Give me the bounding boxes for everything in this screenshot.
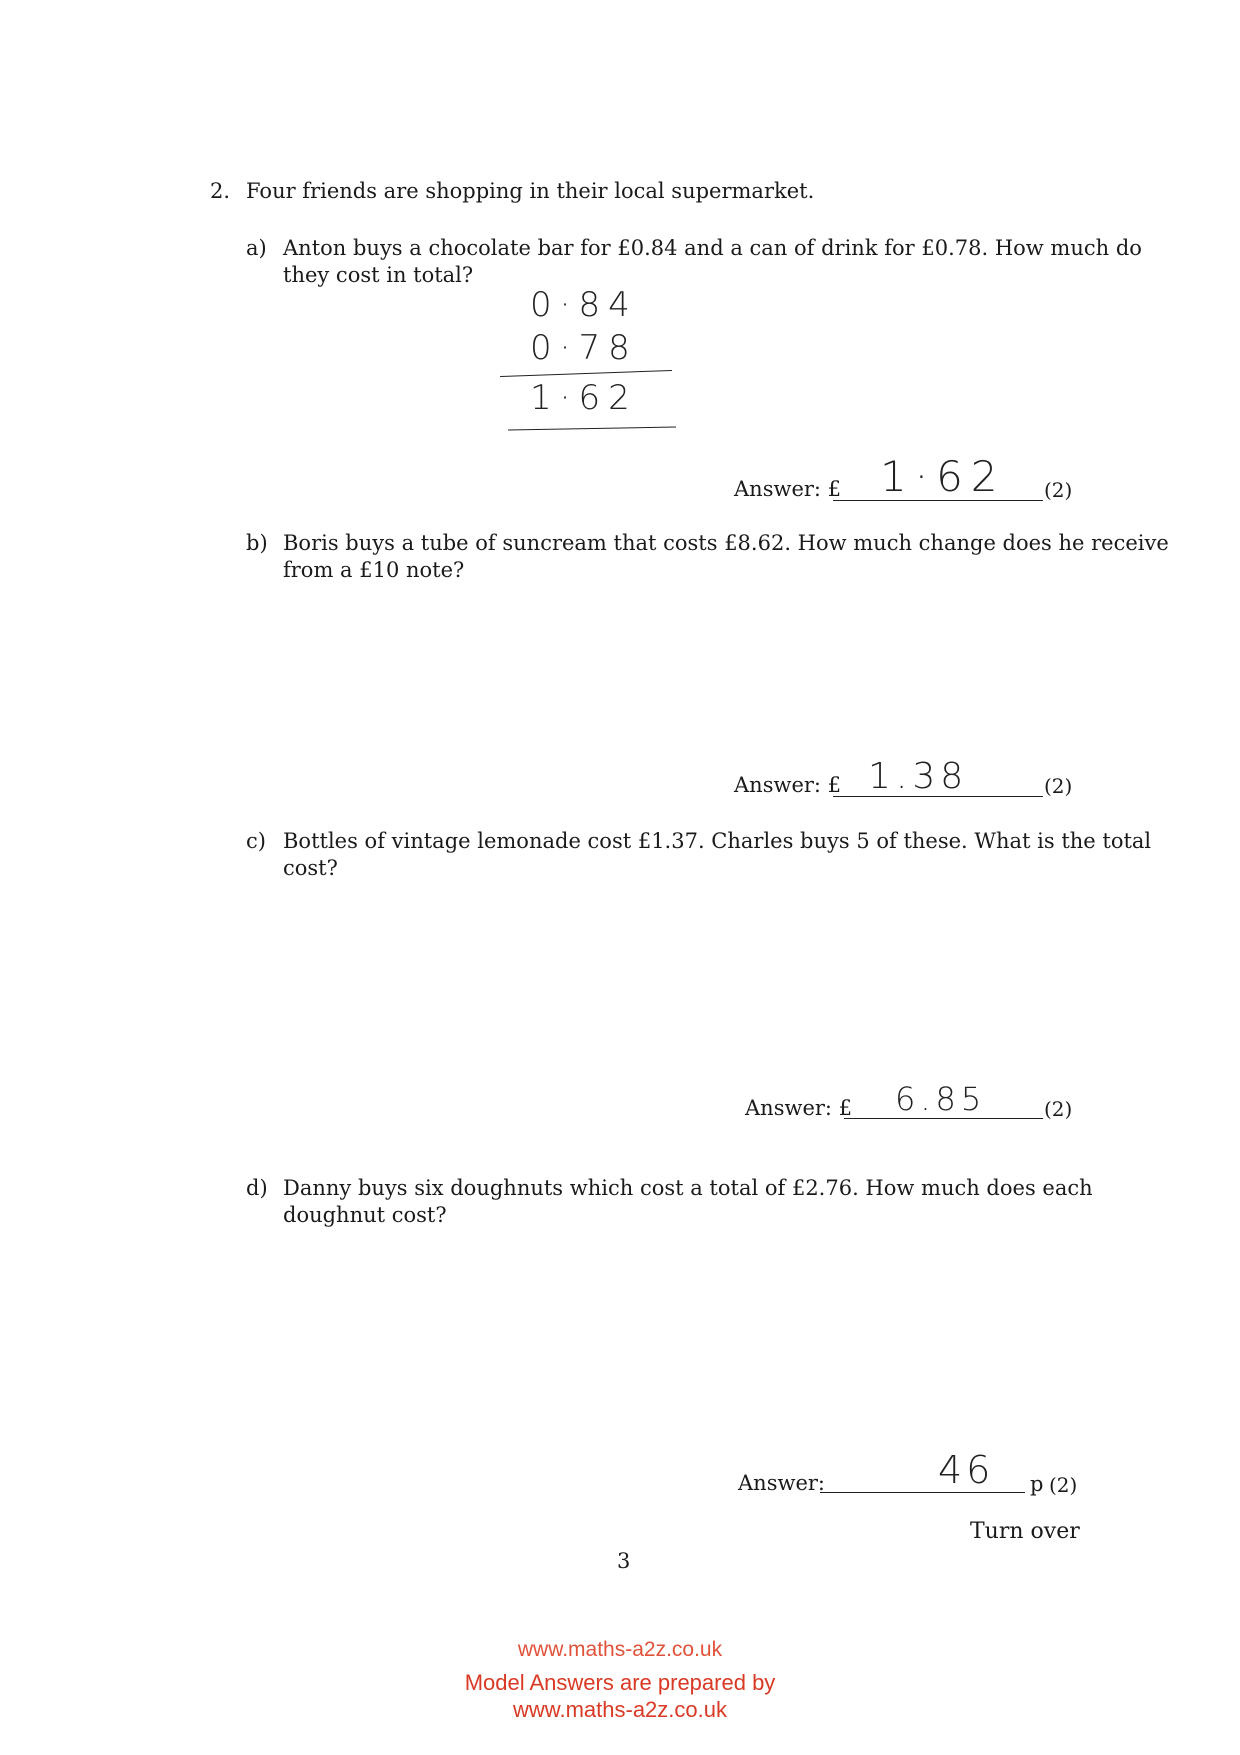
part-b-label: b)	[246, 531, 268, 555]
working-rule-bottom	[508, 427, 676, 431]
answer-c-marks: (2)	[1044, 1097, 1073, 1121]
answer-d-marks: (2)	[1049, 1473, 1078, 1497]
answer-b-label: Answer: £	[734, 773, 842, 797]
answer-b-line	[833, 796, 1043, 797]
page-number: 3	[617, 1549, 631, 1573]
working-rule-top	[500, 370, 672, 377]
footer-note: Model Answers are prepared by	[464, 1670, 776, 1695]
answer-a-line	[833, 500, 1043, 501]
part-c-text-line1: Bottles of vintage lemonade cost £1.37. Charles buys 5 of these. What is the total	[283, 829, 1152, 853]
answer-b-value: 1.38	[868, 756, 969, 797]
answer-d-line	[820, 1492, 1025, 1493]
answer-d-label: Answer:	[738, 1471, 825, 1495]
part-d-text-line1: Danny buys six doughnuts which cost a total of £2.76. How much does each	[283, 1176, 1093, 1200]
answer-d-unit: p	[1030, 1472, 1044, 1496]
working-line-2: 0·78	[530, 328, 638, 368]
answer-a-marks: (2)	[1044, 478, 1073, 502]
answer-b-marks: (2)	[1044, 774, 1073, 798]
turn-over: Turn over	[970, 1519, 1080, 1544]
part-b-text-line2: from a £10 note?	[283, 558, 465, 582]
footer-site2: www.maths-a2z.co.uk	[513, 1697, 727, 1722]
part-c-text-line2: cost?	[283, 856, 338, 880]
answer-c-label: Answer: £	[745, 1096, 853, 1120]
answer-c-line	[844, 1118, 1043, 1119]
answer-c-value: 6.85	[895, 1080, 987, 1118]
part-a-text-line2: they cost in total?	[283, 263, 474, 287]
part-b-text-line1: Boris buys a tube of suncream that costs £8.62. How much change does he receive	[283, 531, 1169, 555]
working-result: 1·62	[530, 378, 638, 418]
footer-site: www.maths-a2z.co.uk	[517, 1638, 723, 1661]
part-a-text-line1: Anton buys a chocolate bar for £0.84 and a can of drink for £0.78. How much do	[283, 236, 1142, 260]
question-intro: Four friends are shopping in their local supermarket.	[246, 179, 815, 203]
answer-a-label: Answer: £	[734, 477, 842, 501]
answer-d-value: 46	[938, 1448, 995, 1492]
question-number: 2.	[210, 179, 231, 203]
part-d-label: d)	[246, 1176, 268, 1200]
answer-a-value: 1·62	[880, 452, 1006, 501]
part-a-label: a)	[246, 236, 267, 260]
working-line-1: 0·84	[530, 285, 638, 325]
part-c-label: c)	[246, 829, 266, 853]
part-d-text-line2: doughnut cost?	[283, 1203, 447, 1227]
